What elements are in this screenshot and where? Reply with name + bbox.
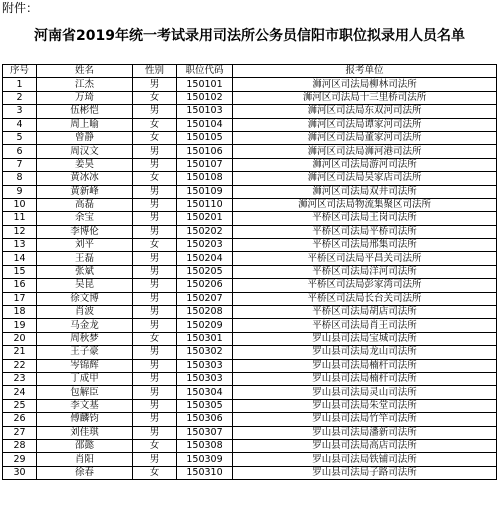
gender-cell: 男: [133, 413, 177, 426]
table-row: [3, 198, 497, 211]
unit-name-cell: 罗山县司法局高店司法所: [233, 439, 497, 452]
table-row: [3, 158, 497, 171]
row-index-cell: 25: [3, 399, 37, 412]
row-index-cell: 3: [3, 105, 37, 118]
row-index-cell: 21: [3, 346, 37, 359]
row-index-cell: 29: [3, 453, 37, 466]
column-header-name: 姓名: [37, 65, 133, 78]
table-row: [3, 131, 497, 144]
table-row: [3, 91, 497, 104]
position-code-cell: 150205: [177, 265, 233, 278]
position-code-cell: 150309: [177, 453, 233, 466]
unit-name-cell: 罗山县司法局楠杆司法所: [233, 372, 497, 385]
candidate-name-cell: 王子豪: [37, 346, 133, 359]
table-row: [3, 359, 497, 372]
gender-cell: 男: [133, 105, 177, 118]
gender-cell: 男: [133, 279, 177, 292]
table-row: [3, 453, 497, 466]
unit-name-cell: 罗山县司法局宝城司法所: [233, 332, 497, 345]
unit-name-cell: 罗山县司法局灵山司法所: [233, 386, 497, 399]
candidate-name-cell: 高磊: [37, 198, 133, 211]
table-row: [3, 118, 497, 131]
row-index-cell: 10: [3, 198, 37, 211]
position-code-cell: 150307: [177, 426, 233, 439]
row-index-cell: 2: [3, 91, 37, 104]
unit-name-cell: 浉河区司法局董家河司法所: [233, 131, 497, 144]
table-row: [3, 239, 497, 252]
row-index-cell: 7: [3, 158, 37, 171]
candidate-name-cell: 李博伦: [37, 225, 133, 238]
position-code-cell: 150201: [177, 212, 233, 225]
gender-cell: 男: [133, 386, 177, 399]
row-index-cell: 20: [3, 332, 37, 345]
document-title: 河南省2019年统一考试录用司法所公务员信阳市职位拟录用人员名单: [34, 28, 465, 44]
unit-name-cell: 罗山县司法局朱堂司法所: [233, 399, 497, 412]
position-code-cell: 150302: [177, 346, 233, 359]
table-row: [3, 185, 497, 198]
row-index-cell: 1: [3, 78, 37, 91]
unit-name-cell: 浉河区司法局吴家店司法所: [233, 172, 497, 185]
candidate-name-cell: 吴昆: [37, 279, 133, 292]
unit-name-cell: 浉河区司法局游河司法所: [233, 158, 497, 171]
row-index-cell: 4: [3, 118, 37, 131]
column-header-gender: 性别: [133, 65, 177, 78]
position-code-cell: 150104: [177, 118, 233, 131]
gender-cell: 女: [133, 172, 177, 185]
candidate-name-cell: 傅麟钧: [37, 413, 133, 426]
candidate-name-cell: 余宝: [37, 212, 133, 225]
gender-cell: 男: [133, 359, 177, 372]
row-index-cell: 6: [3, 145, 37, 158]
unit-name-cell: 浉河区司法局柳林司法所: [233, 78, 497, 91]
candidate-name-cell: 李文基: [37, 399, 133, 412]
unit-name-cell: 浉河区司法局浉河港司法所: [233, 145, 497, 158]
gender-cell: 女: [133, 131, 177, 144]
row-index-cell: 9: [3, 185, 37, 198]
gender-cell: 男: [133, 185, 177, 198]
table-row: [3, 346, 497, 359]
table-row: [3, 212, 497, 225]
position-code-cell: 150202: [177, 225, 233, 238]
position-code-cell: 150304: [177, 386, 233, 399]
position-code-cell: 150203: [177, 239, 233, 252]
unit-name-cell: 平桥区司法局长台关司法所: [233, 292, 497, 305]
candidate-name-cell: 徐文博: [37, 292, 133, 305]
gender-cell: 男: [133, 399, 177, 412]
candidate-name-cell: 肖阳: [37, 453, 133, 466]
unit-name-cell: 罗山县司法局子路司法所: [233, 466, 497, 479]
row-index-cell: 5: [3, 131, 37, 144]
unit-name-cell: 浉河区司法局谭家河司法所: [233, 118, 497, 131]
table-body: [3, 78, 497, 480]
position-code-cell: 150305: [177, 399, 233, 412]
position-code-cell: 150204: [177, 252, 233, 265]
candidate-name-cell: 包解臣: [37, 386, 133, 399]
unit-name-cell: 平桥区司法局王岗司法所: [233, 212, 497, 225]
row-index-cell: 12: [3, 225, 37, 238]
row-index-cell: 15: [3, 265, 37, 278]
gender-cell: 男: [133, 158, 177, 171]
table-row: [3, 78, 497, 91]
position-code-cell: 150103: [177, 105, 233, 118]
column-header-unit: 报考单位: [233, 65, 497, 78]
gender-cell: 男: [133, 372, 177, 385]
gender-cell: 男: [133, 426, 177, 439]
gender-cell: 男: [133, 346, 177, 359]
table-row: [3, 439, 497, 452]
unit-name-cell: 罗山县司法局铁铺司法所: [233, 453, 497, 466]
column-header-index: 序号: [3, 65, 37, 78]
candidate-name-cell: 王磊: [37, 252, 133, 265]
table-row: [3, 332, 497, 345]
position-code-cell: 150109: [177, 185, 233, 198]
position-code-cell: 150107: [177, 158, 233, 171]
row-index-cell: 22: [3, 359, 37, 372]
gender-cell: 男: [133, 145, 177, 158]
gender-cell: 女: [133, 466, 177, 479]
unit-name-cell: 浉河区司法局双井司法所: [233, 185, 497, 198]
position-code-cell: 150101: [177, 78, 233, 91]
unit-name-cell: 平桥区司法局洋河司法所: [233, 265, 497, 278]
row-index-cell: 8: [3, 172, 37, 185]
unit-name-cell: 罗山县司法局龙山司法所: [233, 346, 497, 359]
candidate-name-cell: 江杰: [37, 78, 133, 91]
unit-name-cell: 平桥区司法局邢集司法所: [233, 239, 497, 252]
candidate-name-cell: 黄新峰: [37, 185, 133, 198]
table-row: [3, 466, 497, 479]
table-row: [3, 372, 497, 385]
unit-name-cell: 罗山县司法局潘新司法所: [233, 426, 497, 439]
row-index-cell: 30: [3, 466, 37, 479]
table-row: [3, 292, 497, 305]
position-code-cell: 150303: [177, 359, 233, 372]
unit-name-cell: 平桥区司法局胡店司法所: [233, 306, 497, 319]
row-index-cell: 24: [3, 386, 37, 399]
position-code-cell: 150206: [177, 279, 233, 292]
candidate-name-cell: 张斌: [37, 265, 133, 278]
gender-cell: 男: [133, 265, 177, 278]
gender-cell: 女: [133, 332, 177, 345]
gender-cell: 男: [133, 78, 177, 91]
candidate-name-cell: 马金龙: [37, 319, 133, 332]
row-index-cell: 13: [3, 239, 37, 252]
gender-cell: 男: [133, 212, 177, 225]
gender-cell: 男: [133, 252, 177, 265]
table-row: [3, 426, 497, 439]
candidate-name-cell: 徐春: [37, 466, 133, 479]
position-code-cell: 150108: [177, 172, 233, 185]
candidate-name-cell: 刘佳琪: [37, 426, 133, 439]
row-index-cell: 14: [3, 252, 37, 265]
position-code-cell: 150207: [177, 292, 233, 305]
row-index-cell: 27: [3, 426, 37, 439]
table-row: [3, 399, 497, 412]
table-row: [3, 265, 497, 278]
candidate-name-cell: 丁成甲: [37, 372, 133, 385]
position-code-cell: 150303: [177, 372, 233, 385]
table-row: [3, 413, 497, 426]
candidate-name-cell: 曾静: [37, 131, 133, 144]
unit-name-cell: 平桥区司法局平昌关司法所: [233, 252, 497, 265]
row-index-cell: 16: [3, 279, 37, 292]
table-header-row: [3, 65, 497, 78]
position-code-cell: 150308: [177, 439, 233, 452]
gender-cell: 女: [133, 118, 177, 131]
table-row: [3, 279, 497, 292]
position-code-cell: 150301: [177, 332, 233, 345]
row-index-cell: 26: [3, 413, 37, 426]
candidate-name-cell: 刘平: [37, 239, 133, 252]
unit-name-cell: 平桥区司法局平桥司法所: [233, 225, 497, 238]
unit-name-cell: 浉河区司法局物流集聚区司法所: [233, 198, 497, 211]
column-header-position-code: 职位代码: [177, 65, 233, 78]
table-row: [3, 386, 497, 399]
table-row: [3, 172, 497, 185]
candidate-name-cell: 肖波: [37, 306, 133, 319]
gender-cell: 男: [133, 319, 177, 332]
position-code-cell: 150306: [177, 413, 233, 426]
row-index-cell: 18: [3, 306, 37, 319]
unit-name-cell: 浉河区司法局东双河司法所: [233, 105, 497, 118]
gender-cell: 女: [133, 91, 177, 104]
unit-name-cell: 平桥区司法局肖王司法所: [233, 319, 497, 332]
position-code-cell: 150105: [177, 131, 233, 144]
gender-cell: 男: [133, 453, 177, 466]
candidate-name-cell: 岑锦辉: [37, 359, 133, 372]
position-code-cell: 150102: [177, 91, 233, 104]
gender-cell: 男: [133, 225, 177, 238]
attachment-label: 附件：: [2, 1, 39, 15]
gender-cell: 男: [133, 292, 177, 305]
candidate-name-cell: 姜昊: [37, 158, 133, 171]
position-code-cell: 150208: [177, 306, 233, 319]
gender-cell: 男: [133, 198, 177, 211]
candidate-name-cell: 周上喻: [37, 118, 133, 131]
position-code-cell: 150209: [177, 319, 233, 332]
candidate-name-cell: 伍彬恺: [37, 105, 133, 118]
position-code-cell: 150106: [177, 145, 233, 158]
candidate-name-cell: 邵懿: [37, 439, 133, 452]
unit-name-cell: 平桥区司法局彭家湾司法所: [233, 279, 497, 292]
row-index-cell: 11: [3, 212, 37, 225]
unit-name-cell: 罗山县司法局竹竿司法所: [233, 413, 497, 426]
position-code-cell: 150110: [177, 198, 233, 211]
row-index-cell: 23: [3, 372, 37, 385]
row-index-cell: 28: [3, 439, 37, 452]
candidate-name-cell: 万琦: [37, 91, 133, 104]
table-row: [3, 252, 497, 265]
table-row: [3, 306, 497, 319]
gender-cell: 女: [133, 439, 177, 452]
gender-cell: 男: [133, 306, 177, 319]
table-row: [3, 145, 497, 158]
row-index-cell: 17: [3, 292, 37, 305]
table-row: [3, 319, 497, 332]
unit-name-cell: 罗山县司法局楠杆司法所: [233, 359, 497, 372]
candidate-table: [2, 64, 497, 480]
candidate-name-cell: 黄冰冰: [37, 172, 133, 185]
position-code-cell: 150310: [177, 466, 233, 479]
table-row: [3, 225, 497, 238]
unit-name-cell: 浉河区司法局十三里桥司法所: [233, 91, 497, 104]
gender-cell: 女: [133, 239, 177, 252]
candidate-name-cell: 周汉文: [37, 145, 133, 158]
row-index-cell: 19: [3, 319, 37, 332]
table-row: [3, 105, 497, 118]
candidate-name-cell: 周秋梦: [37, 332, 133, 345]
